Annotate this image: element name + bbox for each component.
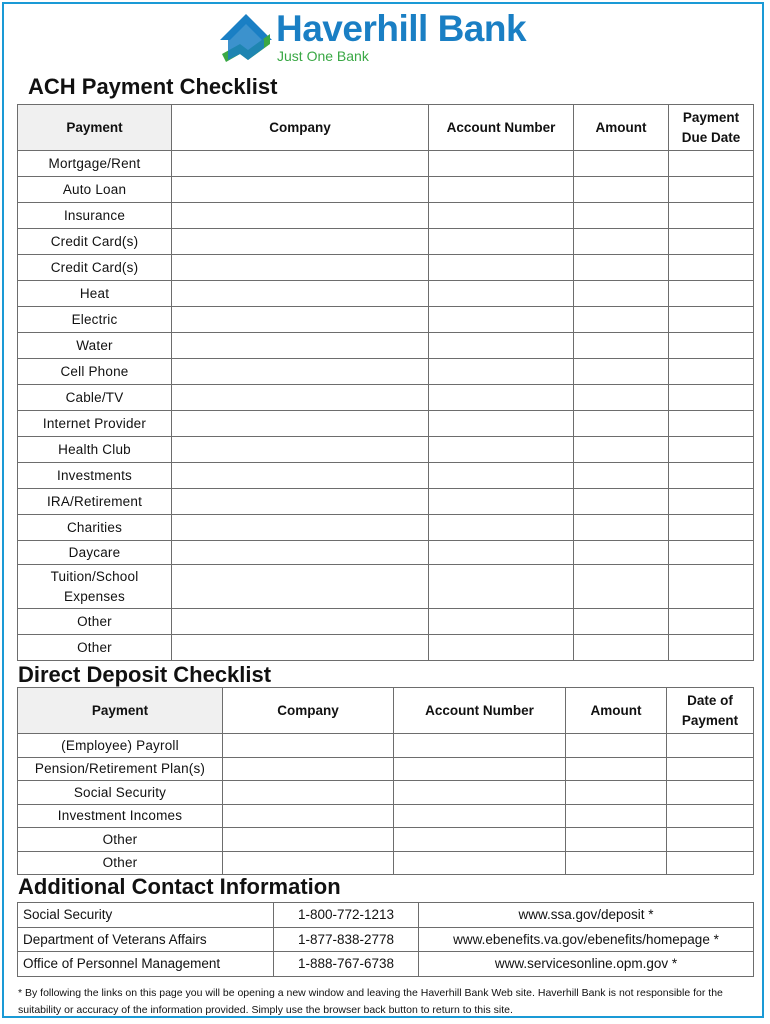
dd-header-date-line1: Date of bbox=[687, 692, 733, 708]
ach-row-label: Other bbox=[18, 635, 172, 661]
contact-phone: 1-800-772-1213 bbox=[274, 903, 419, 928]
contact-phone: 1-888-767-6738 bbox=[274, 952, 419, 977]
direct-deposit-table bbox=[17, 687, 754, 875]
ach-row bbox=[18, 489, 754, 515]
dd-entry-cell[interactable] bbox=[394, 757, 566, 781]
ach-row-label: Credit Card(s) bbox=[18, 229, 172, 255]
ach-entry-cell[interactable] bbox=[429, 177, 574, 203]
ach-entry-cell[interactable] bbox=[669, 151, 754, 177]
ach-entry-cell[interactable] bbox=[172, 151, 429, 177]
ach-row-label: IRA/Retirement bbox=[18, 489, 172, 515]
dd-entry-cell[interactable] bbox=[667, 851, 754, 875]
dd-entry-cell[interactable] bbox=[566, 757, 667, 781]
ach-header-due-date bbox=[669, 105, 754, 151]
ach-row-label: Electric bbox=[18, 307, 172, 333]
dd-entry-cell[interactable] bbox=[394, 828, 566, 852]
ach-row bbox=[18, 463, 754, 489]
contact-website-link[interactable]: www.ssa.gov/deposit * bbox=[419, 903, 754, 928]
dd-entry-cell[interactable] bbox=[566, 804, 667, 828]
ach-row bbox=[18, 635, 754, 661]
ach-entry-cell[interactable] bbox=[172, 609, 429, 635]
ach-entry-cell[interactable] bbox=[574, 281, 669, 307]
ach-entry-cell[interactable] bbox=[574, 151, 669, 177]
dd-header-account: Account Number bbox=[394, 688, 566, 734]
ach-row bbox=[18, 515, 754, 541]
ach-entry-cell[interactable] bbox=[574, 177, 669, 203]
ach-entry-cell[interactable] bbox=[574, 515, 669, 541]
ach-entry-cell[interactable] bbox=[429, 489, 574, 515]
ach-row bbox=[18, 151, 754, 177]
ach-entry-cell[interactable] bbox=[574, 609, 669, 635]
logo-mark-icon bbox=[218, 10, 276, 66]
dd-entry-cell[interactable] bbox=[223, 781, 394, 805]
ach-entry-cell[interactable] bbox=[574, 333, 669, 359]
dd-row bbox=[18, 781, 754, 805]
ach-entry-cell[interactable] bbox=[669, 281, 754, 307]
dd-row-label: Pension/Retirement Plan(s) bbox=[18, 757, 223, 781]
ach-entry-cell[interactable] bbox=[172, 255, 429, 281]
ach-entry-cell[interactable] bbox=[172, 489, 429, 515]
ach-entry-cell[interactable] bbox=[429, 229, 574, 255]
ach-entry-cell[interactable] bbox=[669, 635, 754, 661]
ach-entry-cell[interactable] bbox=[574, 437, 669, 463]
contact-row bbox=[18, 927, 754, 952]
dd-row-label: Social Security bbox=[18, 781, 223, 805]
dd-entry-cell[interactable] bbox=[223, 734, 394, 758]
ach-row-label: Cable/TV bbox=[18, 385, 172, 411]
ach-row-label: Health Club bbox=[18, 437, 172, 463]
ach-row-label: Credit Card(s) bbox=[18, 255, 172, 281]
ach-entry-cell[interactable] bbox=[669, 333, 754, 359]
ach-entry-cell[interactable] bbox=[669, 255, 754, 281]
ach-header-company: Company bbox=[172, 105, 429, 151]
ach-entry-cell[interactable] bbox=[669, 541, 754, 565]
ach-entry-cell[interactable] bbox=[574, 203, 669, 229]
ach-row bbox=[18, 255, 754, 281]
ach-entry-cell[interactable] bbox=[669, 565, 754, 609]
dd-header-payment: Payment bbox=[18, 688, 223, 734]
dd-row bbox=[18, 828, 754, 852]
ach-entry-cell[interactable] bbox=[429, 281, 574, 307]
ach-entry-cell[interactable] bbox=[172, 541, 429, 565]
ach-entry-cell[interactable] bbox=[172, 359, 429, 385]
dd-entry-cell[interactable] bbox=[566, 734, 667, 758]
ach-row bbox=[18, 437, 754, 463]
ach-entry-cell[interactable] bbox=[669, 437, 754, 463]
dd-section-title: Direct Deposit Checklist bbox=[18, 662, 272, 687]
dd-entry-cell[interactable] bbox=[667, 804, 754, 828]
dd-entry-cell[interactable] bbox=[394, 851, 566, 875]
ach-entry-cell[interactable] bbox=[669, 463, 754, 489]
ach-entry-cell[interactable] bbox=[172, 635, 429, 661]
contact-info-table bbox=[17, 902, 754, 977]
ach-entry-cell[interactable] bbox=[669, 515, 754, 541]
ach-entry-cell[interactable] bbox=[172, 281, 429, 307]
ach-entry-cell[interactable] bbox=[669, 203, 754, 229]
contact-row bbox=[18, 952, 754, 977]
ach-row-label: Other bbox=[18, 609, 172, 635]
ach-row-label: Heat bbox=[18, 281, 172, 307]
ach-row bbox=[18, 609, 754, 635]
ach-row bbox=[18, 333, 754, 359]
ach-entry-cell[interactable] bbox=[669, 489, 754, 515]
ach-entry-cell[interactable] bbox=[574, 489, 669, 515]
ach-entry-cell[interactable] bbox=[172, 411, 429, 437]
ach-row bbox=[18, 411, 754, 437]
ach-entry-cell[interactable] bbox=[172, 229, 429, 255]
ach-header-due-line2: Due Date bbox=[681, 129, 741, 145]
dd-entry-cell[interactable] bbox=[223, 851, 394, 875]
ach-row bbox=[18, 203, 754, 229]
ach-entry-cell[interactable] bbox=[429, 463, 574, 489]
ach-row bbox=[18, 385, 754, 411]
ach-entry-cell[interactable] bbox=[172, 333, 429, 359]
dd-entry-cell[interactable] bbox=[394, 734, 566, 758]
ach-entry-cell[interactable] bbox=[574, 229, 669, 255]
ach-entry-cell[interactable] bbox=[429, 359, 574, 385]
ach-checklist-table bbox=[17, 104, 754, 661]
ach-entry-cell[interactable] bbox=[172, 307, 429, 333]
ach-entry-cell[interactable] bbox=[669, 385, 754, 411]
ach-row-label: Internet Provider bbox=[18, 411, 172, 437]
ach-entry-cell[interactable] bbox=[429, 565, 574, 609]
footnote-disclaimer: * By following the links on this page you will be opening a new window and leaving the Haverhill Bank Web site. Haverhill Bank is not responsible for the suitability or accuracy of the information provided. Simply use the browser back button to return to this site. bbox=[18, 987, 723, 1016]
ach-section-title: ACH Payment Checklist bbox=[28, 74, 278, 99]
ach-entry-cell[interactable] bbox=[429, 255, 574, 281]
ach-entry-cell[interactable] bbox=[574, 411, 669, 437]
ach-entry-cell[interactable] bbox=[574, 359, 669, 385]
ach-entry-cell[interactable] bbox=[429, 203, 574, 229]
ach-entry-cell[interactable] bbox=[574, 635, 669, 661]
ach-entry-cell[interactable] bbox=[574, 565, 669, 609]
bank-logo bbox=[218, 8, 558, 68]
dd-entry-cell[interactable] bbox=[394, 781, 566, 805]
ach-row-label: Mortgage/Rent bbox=[18, 151, 172, 177]
ach-row bbox=[18, 177, 754, 203]
ach-entry-cell[interactable] bbox=[172, 437, 429, 463]
ach-entry-cell[interactable] bbox=[429, 515, 574, 541]
dd-entry-cell[interactable] bbox=[566, 781, 667, 805]
bank-name: Haverhill Bank bbox=[276, 8, 527, 49]
dd-header-company: Company bbox=[223, 688, 394, 734]
ach-entry-cell[interactable] bbox=[669, 609, 754, 635]
ach-row-label: Water bbox=[18, 333, 172, 359]
dd-row bbox=[18, 804, 754, 828]
ach-header-account: Account Number bbox=[429, 105, 574, 151]
contact-agency-name: Social Security bbox=[18, 903, 274, 928]
ach-row-label bbox=[18, 565, 172, 609]
ach-row-label: Auto Loan bbox=[18, 177, 172, 203]
ach-header-payment: Payment bbox=[18, 105, 172, 151]
ach-entry-cell[interactable] bbox=[172, 565, 429, 609]
ach-entry-cell[interactable] bbox=[669, 177, 754, 203]
dd-entry-cell[interactable] bbox=[566, 851, 667, 875]
dd-row-label: Investment Incomes bbox=[18, 804, 223, 828]
dd-header-date-line2: Payment bbox=[681, 712, 739, 728]
dd-entry-cell[interactable] bbox=[667, 757, 754, 781]
ach-entry-cell[interactable] bbox=[669, 307, 754, 333]
contact-agency-name: Department of Veterans Affairs bbox=[18, 927, 274, 952]
ach-entry-cell[interactable] bbox=[429, 541, 574, 565]
ach-entry-cell[interactable] bbox=[574, 463, 669, 489]
dd-row bbox=[18, 851, 754, 875]
ach-row bbox=[18, 229, 754, 255]
ach-row bbox=[18, 541, 754, 565]
ach-row-label-line2: Expenses bbox=[64, 588, 125, 604]
dd-row bbox=[18, 757, 754, 781]
ach-row-label: Cell Phone bbox=[18, 359, 172, 385]
ach-entry-cell[interactable] bbox=[574, 541, 669, 565]
ach-entry-cell[interactable] bbox=[574, 255, 669, 281]
ach-entry-cell[interactable] bbox=[172, 203, 429, 229]
contact-phone: 1-877-838-2778 bbox=[274, 927, 419, 952]
ach-entry-cell[interactable] bbox=[669, 359, 754, 385]
dd-entry-cell[interactable] bbox=[223, 804, 394, 828]
dd-entry-cell[interactable] bbox=[394, 804, 566, 828]
bank-tagline: Just One Bank bbox=[277, 48, 369, 64]
dd-entry-cell[interactable] bbox=[223, 757, 394, 781]
dd-row-label: Other bbox=[18, 851, 223, 875]
contact-row bbox=[18, 903, 754, 928]
dd-entry-cell[interactable] bbox=[667, 781, 754, 805]
ach-row bbox=[18, 359, 754, 385]
ach-row bbox=[18, 281, 754, 307]
dd-entry-cell[interactable] bbox=[667, 828, 754, 852]
ach-entry-cell[interactable] bbox=[429, 411, 574, 437]
dd-row bbox=[18, 734, 754, 758]
contact-agency-name: Office of Personnel Management bbox=[18, 952, 274, 977]
ach-header-due-line1: Payment bbox=[682, 109, 740, 125]
dd-row-label: (Employee) Payroll bbox=[18, 734, 223, 758]
contact-website-link[interactable]: www.ebenefits.va.gov/ebenefits/homepage * bbox=[419, 927, 754, 952]
ach-entry-cell[interactable] bbox=[669, 229, 754, 255]
ach-entry-cell[interactable] bbox=[429, 151, 574, 177]
contact-website-link[interactable]: www.servicesonline.opm.gov * bbox=[419, 952, 754, 977]
dd-header-date bbox=[667, 688, 754, 734]
ach-entry-cell[interactable] bbox=[429, 437, 574, 463]
ach-entry-cell[interactable] bbox=[429, 385, 574, 411]
ach-row-label: Charities bbox=[18, 515, 172, 541]
ach-row bbox=[18, 565, 754, 609]
ach-entry-cell[interactable] bbox=[429, 609, 574, 635]
ach-entry-cell[interactable] bbox=[429, 307, 574, 333]
ach-entry-cell[interactable] bbox=[172, 177, 429, 203]
ach-entry-cell[interactable] bbox=[669, 411, 754, 437]
dd-entry-cell[interactable] bbox=[223, 828, 394, 852]
dd-row-label: Other bbox=[18, 828, 223, 852]
ach-entry-cell[interactable] bbox=[172, 463, 429, 489]
ach-entry-cell[interactable] bbox=[429, 635, 574, 661]
dd-header-amount: Amount bbox=[566, 688, 667, 734]
ach-entry-cell[interactable] bbox=[172, 515, 429, 541]
ach-header-amount: Amount bbox=[574, 105, 669, 151]
contact-section-title: Additional Contact Information bbox=[18, 874, 341, 899]
ach-entry-cell[interactable] bbox=[574, 307, 669, 333]
ach-row bbox=[18, 307, 754, 333]
ach-row-label: Investments bbox=[18, 463, 172, 489]
dd-entry-cell[interactable] bbox=[566, 828, 667, 852]
ach-entry-cell[interactable] bbox=[574, 385, 669, 411]
ach-row-label-line1: Tuition/School bbox=[50, 568, 139, 584]
dd-entry-cell[interactable] bbox=[667, 734, 754, 758]
ach-row-label: Daycare bbox=[18, 541, 172, 565]
ach-row-label: Insurance bbox=[18, 203, 172, 229]
ach-entry-cell[interactable] bbox=[429, 333, 574, 359]
ach-entry-cell[interactable] bbox=[172, 385, 429, 411]
